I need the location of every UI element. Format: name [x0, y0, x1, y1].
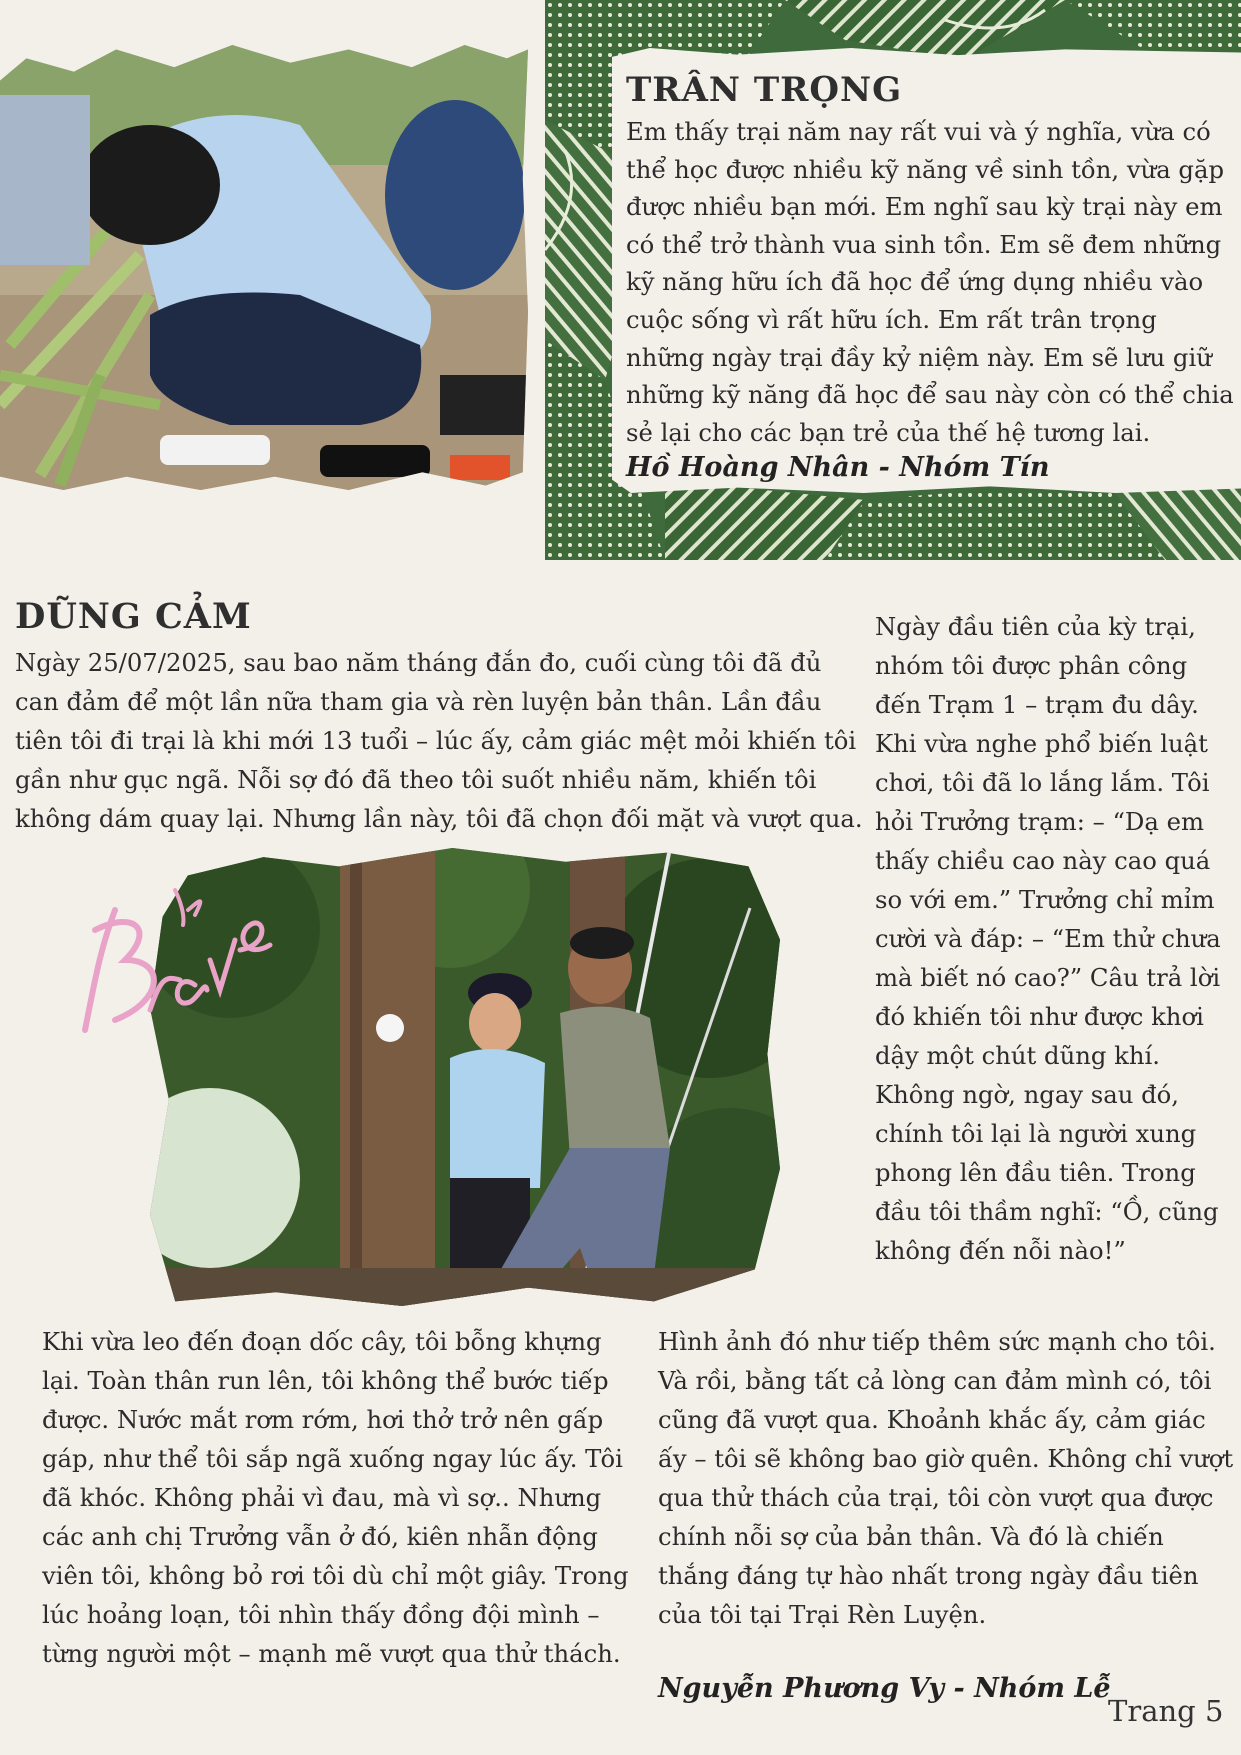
signature-nguyen-phuong-vy: Nguyễn Phương Vy - Nhóm Lễ: [658, 1673, 1111, 1704]
photo-bamboo-building: [0, 45, 528, 490]
brave-script-decoration: [55, 870, 285, 1070]
section-title-dung-cam: DŨNG CẢM: [15, 596, 252, 637]
dung-cam-right-column: Ngày đầu tiên của kỳ trại, nhóm tôi được phân công đến Trạm 1 – trạm đu dây. Khi vừa nghe phổ biến luật chơi, tôi đã lo lắng lắm. Tôi hỏi Trưởng trạm: – “Dạ em thấy chiều cao này cao quá so với em.” Trưởng chỉ mỉm cười và đáp: – “Em thử chưa mà biết nó cao?” Câu trả lời đó khiến tôi như được khơi dậy một chút dũng khí. Không ngờ, ngay sau đó, chính tôi lại là người xung phong lên đầu tiên. Trong đầu tôi thầm nghĩ: “Ồ, cũng không đến nỗi nào!”: [875, 612, 1221, 1265]
dung-cam-column-left: Khi vừa leo đến đoạn dốc cây, tôi bỗng khựng lại. Toàn thân run lên, tôi không thể bước tiếp được. Nước mắt rơm rớm, hơi thở trở nên gấp gáp, như thể tôi sắp ngã xuống ngay lúc ấy. Tôi đã khóc. Không phải vì đau, mà vì sợ.. Nhưng các anh chị Trưởng vẫn ở đó, kiên nhẫn động viên tôi, không bỏ rơi tôi dù chỉ một giây. Trong lúc hoảng loạn, tôi nhìn thấy đồng đội mình – từng người một – mạnh mẽ vượt qua thử thách.: [42, 1327, 629, 1668]
page-number: Trang 5: [1108, 1694, 1224, 1728]
dung-cam-intro: Ngày 25/07/2025, sau bao năm tháng đắn đo, cuối cùng tôi đã đủ can đảm để một lần nữa tham gia và rèn luyện bản thân. Lần đầu tiên tôi đi trại là khi mới 13 tuổi – lúc ấy, cảm giác mệt mỏi khiến tôi gần như gục ngã. Nỗi sợ đó đã theo tôi suốt nhiều năm, khiến tôi không dám quay lại. Nhưng lần này, tôi đã chọn đối mặt và vượt qua.: [15, 648, 863, 833]
dung-cam-column-right: Hình ảnh đó như tiếp thêm sức mạnh cho tôi. Và rồi, bằng tất cả lòng can đảm mình có, tôi cũng đã vượt qua. Khoảnh khắc ấy, cảm giác ấy – tôi sẽ không bao giờ quên. Không chỉ vượt qua thử thách của trại, tôi còn vượt qua được chính nỗi sợ của bản thân. Và đó là chiến thắng đáng tự hào nhất trong ngày đầu tiên của tôi tại Trại Rèn Luyện.: [658, 1327, 1234, 1629]
section-title-tran-trong: TRÂN TRỌNG: [626, 70, 903, 110]
tran-trong-body: Em thấy trại năm nay rất vui và ý nghĩa, vừa có thể học được nhiều kỹ năng về sinh tồn, vừa gặp được nhiều bạn mới. Em nghĩ sau kỳ trại này em có thể trở thành vua sinh tồn. Em sẽ đem những kỹ năng hữu ích đã học để ứng dụng nhiều vào cuộc sống vì rất hữu ích. Em rất trân trọng những ngày trại đầy kỷ niệm này. Em sẽ lưu giữ những kỹ năng đã học để sau này còn có thể chia sẻ lại cho các bạn trẻ của thế hệ tương lai.: [626, 117, 1234, 447]
signature-ho-hoang-nhan: Hồ Hoàng Nhân - Nhóm Tín: [626, 452, 1050, 483]
